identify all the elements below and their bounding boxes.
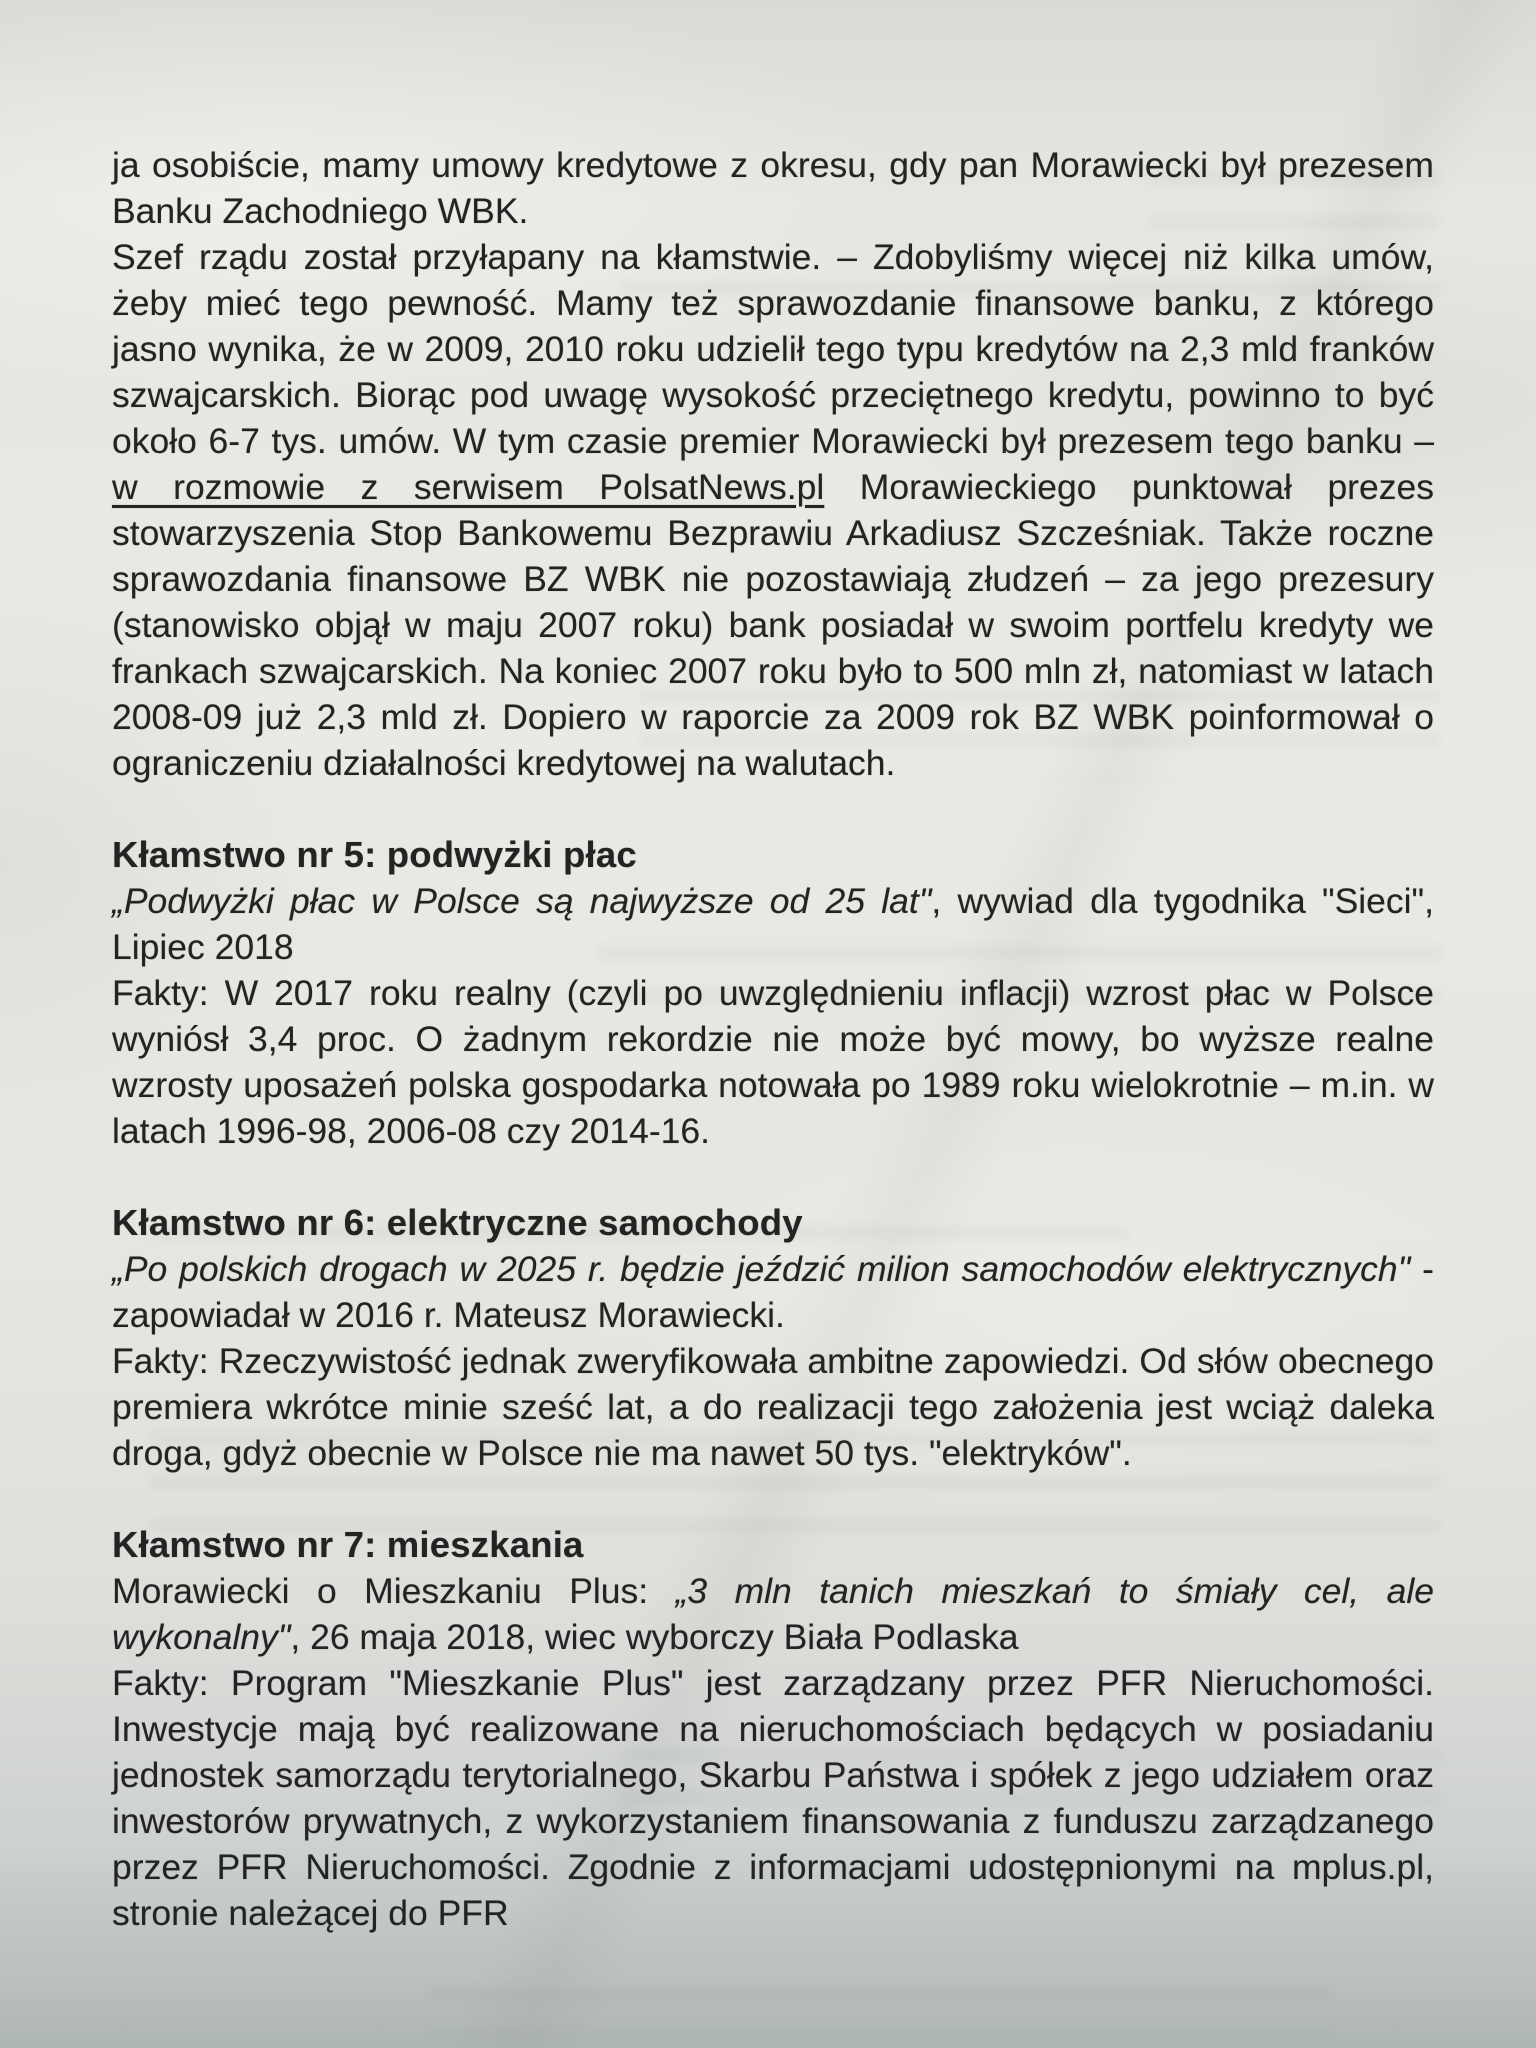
section-7-quote-attribution: , 26 maja 2018, wiec wyborczy Biała Podlaska — [290, 1617, 1019, 1657]
polsatnews-underlined-reference: w rozmowie z serwisem PolsatNews.pl — [112, 467, 825, 507]
bank-lie-text-before: Szef rządu został przyłapany na kłamstwie. – Zdobyliśmy więcej niż kilka umów, żeby mieć tego pewność. Mamy też sprawozdanie finansowe banku, z którego jasno wynika, że w 2009, 2010 roku udzielił tego typu kredytów na 2,3 mld franków szwajcarskich. Biorąc pod uwagę wysokość przeciętnego kredytu, powinno to być około 6-7 tys. umów. W tym czasie premier Morawiecki był prezesem tego banku – — [112, 237, 1434, 461]
section-6-quote-attribution: - zapowiadał w 2016 r. Mateusz Morawiecki. — [112, 1249, 1434, 1335]
paragraph-bank-lie — [112, 234, 1434, 786]
section-lie-5 — [112, 832, 1434, 1154]
paragraph-credit-agreements: ja osobiście, mamy umowy kredytowe z okresu, gdy pan Morawiecki był prezesem Banku Zachodniego WBK. — [112, 145, 1434, 231]
section-lie-7 — [112, 1522, 1434, 1936]
section-7-quote — [112, 1568, 1434, 1660]
section-5-quote — [112, 878, 1434, 970]
section-6-quote-italic: „Po polskich drogach w 2025 r. będzie jeździć milion samochodów elektrycznych" — [112, 1249, 1411, 1289]
section-7-heading: Kłamstwo nr 7: mieszkania — [112, 1524, 584, 1565]
bank-lie-text-after: Morawieckiego punktował prezes stowarzyszenia Stop Bankowemu Bezprawiu Arkadiusz Szcześniak. Także roczne sprawozdania finansowe BZ WBK nie pozostawiają złudzeń – za jego prezesury (stanowisko objął w maju 2007 roku) bank posiadał w swoim portfelu kredyty we frankach szwajcarskich. Na koniec 2007 roku było to 500 mln zł, natomiast w latach 2008-09 już 2,3 mld zł. Dopiero w raporcie za 2009 rok BZ WBK poinformował o ograniczeniu działalności kredytowej na walutach. — [112, 467, 1434, 783]
section-5-quote-italic: „Podwyżki płac w Polsce są najwyższe od 25 lat" — [112, 881, 932, 921]
section-6-facts: Fakty: Rzeczywistość jednak zweryfikowała ambitne zapowiedzi. Od słów obecnego premiera wkrótce minie sześć lat, a do realizacji tego założenia jest wciąż daleka droga, gdyż obecnie w Polsce nie ma nawet 50 tys. "elektryków". — [112, 1341, 1434, 1473]
section-6-quote — [112, 1246, 1434, 1338]
section-7-quote-italic: „3 mln tanich mieszkań to śmiały cel, ale wykonalny" — [112, 1571, 1434, 1657]
reverse-side-bleedthrough — [430, 1988, 1330, 2038]
section-5-facts: Fakty: W 2017 roku realny (czyli po uwzględnieniu inflacji) wzrost płac w Polsce wyniósł 3,4 proc. O żadnym rekordzie nie może być mowy, bo wyższe realne wzrosty uposażeń polska gospodarka notowała po 1989 roku wielokrotnie – m.in. w latach 1996-98, 2006-08 czy 2014-16. — [112, 973, 1434, 1151]
section-5-quote-attribution: , wywiad dla tygodnika "Sieci", Lipiec 2018 — [112, 881, 1434, 967]
section-7-facts: Fakty: Program "Mieszkanie Plus" jest zarządzany przez PFR Nieruchomości. Inwestycje mają być realizowane na nieruchomościach będących w posiadaniu jednostek samorządu terytorialnego, Skarbu Państwa i spółek z jego udziałem oraz inwestorów prywatnych, z wykorzystaniem finansowania z funduszu zarządzanego przez PFR Nieruchomości. Zgodnie z informacjami udostępnionymi na mplus.pl, stronie należącej do PFR — [112, 1663, 1434, 1933]
section-7-quote-intro: Morawiecki o Mieszkaniu Plus: — [112, 1571, 676, 1611]
article-text-column — [112, 142, 1434, 1936]
section-lie-6 — [112, 1200, 1434, 1476]
section-6-heading: Kłamstwo nr 6: elektryczne samochody — [112, 1202, 803, 1243]
section-5-heading: Kłamstwo nr 5: podwyżki płac — [112, 834, 637, 875]
